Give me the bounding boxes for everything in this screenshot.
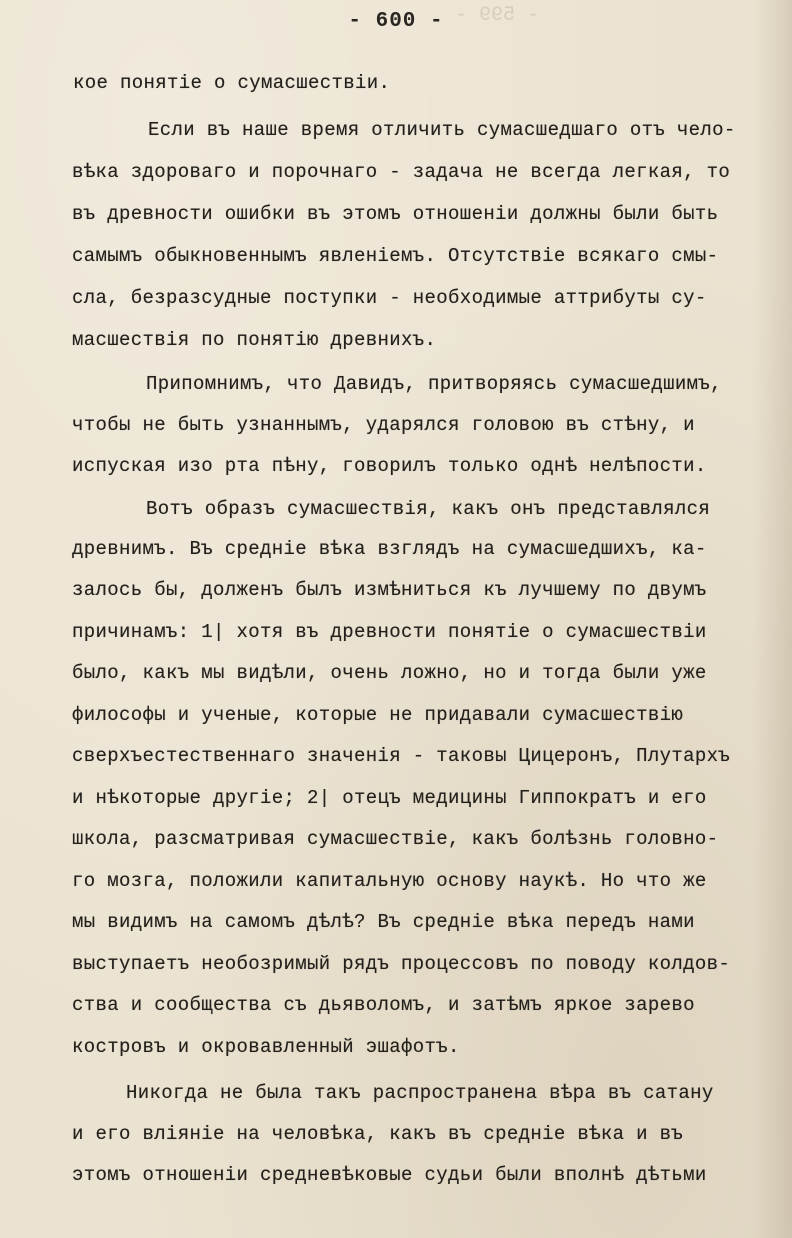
text-line: Припомнимъ, что Давидъ, притворяясь сумасшедшимъ, [146, 373, 722, 395]
text-line: вѣка здороваго и порочнаго - задача не всегда легкая, то [72, 161, 731, 183]
text-line: мы видимъ на самомъ дѣлѣ? Въ среднiе вѣка передъ нами [72, 911, 695, 933]
text-line: въ древности ошибки въ этомъ отношенiи должны были быть [72, 203, 719, 225]
text-line: Если въ наше время отличить сумасшедшаго отъ чело- [148, 119, 736, 141]
text-line: сла, безразсудные поступки - необходимые аттрибуты су- [72, 287, 707, 309]
text-line: испуская изо рта пѣну, говорилъ только однѣ нелѣпости. [72, 455, 707, 477]
text-line: этомъ отношенiи средневѣковые судьи были вполнѣ дѣтьми [72, 1164, 707, 1186]
text-line: философы и ученые, которые не придавали сумасшествiю [72, 704, 684, 726]
page-edge-shadow [752, 0, 792, 1238]
text-line: кое понятiе о сумасшествiи. [73, 72, 391, 94]
text-line: было, какъ мы видѣли, очень ложно, но и тогда были уже [72, 662, 707, 684]
text-line: самымъ обыкновеннымъ явленiемъ. Отсутствiе всякаго смы- [72, 245, 719, 267]
text-line: Вотъ образъ сумасшествiя, какъ онъ представлялся [146, 498, 711, 520]
text-line: сверхъестественнаго значенiя - таковы Цицеронъ, Плутархъ [72, 745, 731, 767]
text-line: чтобы не быть узнаннымъ, ударялся головою въ стѣну, и [72, 414, 695, 436]
text-line: залось бы, долженъ былъ измѣниться къ лучшему по двумъ [72, 579, 707, 601]
text-line: выступаетъ необозримый рядъ процессовъ по поводу колдов- [72, 953, 731, 975]
text-line: древнимъ. Въ среднiе вѣка взглядъ на сумасшедшихъ, ка- [72, 538, 707, 560]
text-line: школа, разсматривая сумасшествiе, какъ болѣзнь головно- [72, 828, 719, 850]
text-line: причинамъ: 1| хотя въ древности понятiе о сумасшествiи [72, 621, 707, 643]
text-line: Никогда не была такъ распространена вѣра въ сатану [126, 1082, 714, 1104]
text-line: масшествiя по понятiю древнихъ. [72, 329, 437, 351]
text-line: ства и сообщества съ дьяволомъ, и затѣмъ яркое зарево [72, 994, 695, 1016]
text-line: и нѣкоторые другiе; 2| отецъ медицины Гиппократъ и его [72, 787, 707, 809]
text-line: костровъ и окровавленный эшафотъ. [72, 1036, 460, 1058]
bleed-through-page-number: - 599 - [455, 4, 540, 27]
text-line: го мозга, положили капитальную основу наукѣ. Но что же [72, 870, 707, 892]
text-line: и его влiянiе на человѣка, какъ въ среднiе вѣка и въ [72, 1123, 684, 1145]
page-number: - 600 - [348, 10, 444, 33]
